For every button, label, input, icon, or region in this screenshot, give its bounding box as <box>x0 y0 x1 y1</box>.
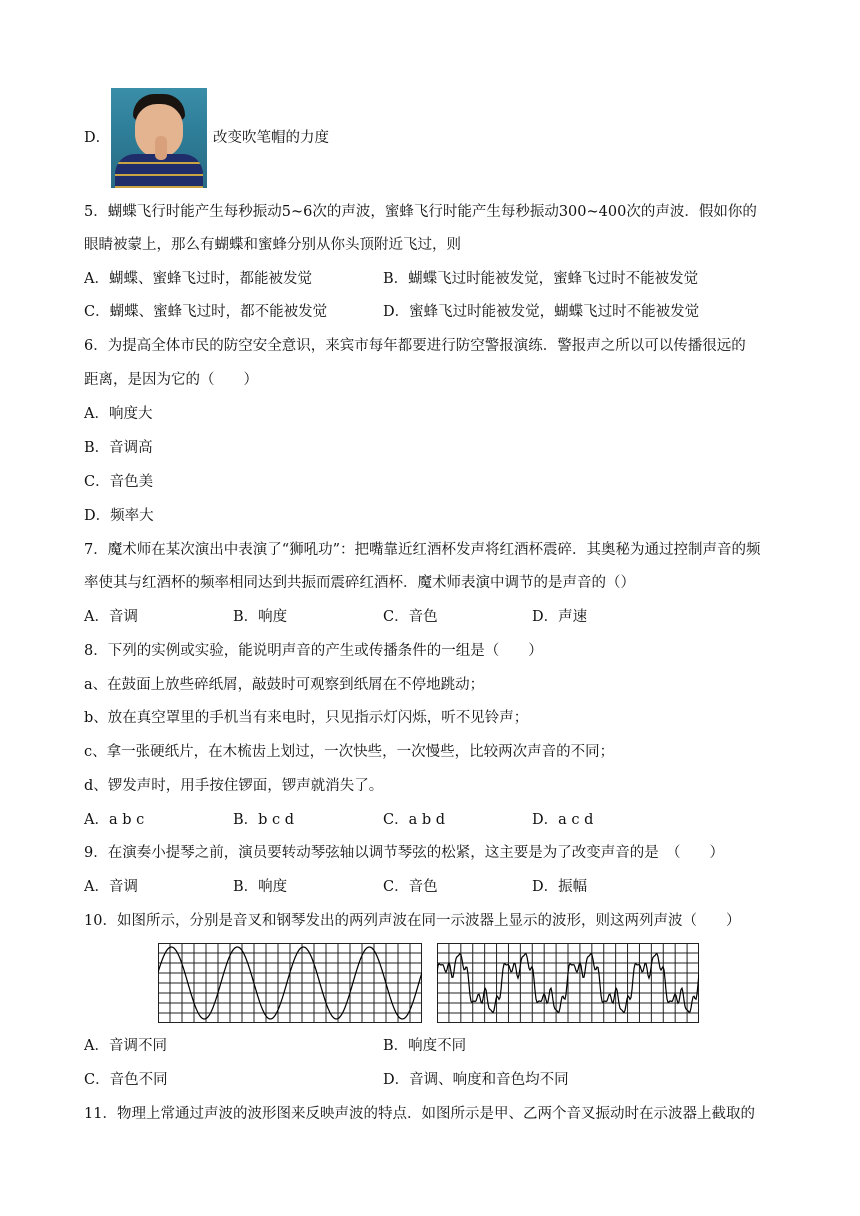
q8-option-c[interactable]: C．a b d <box>383 812 446 828</box>
q7-option-d[interactable]: D．声速 <box>532 609 588 625</box>
piano-complex-waveform <box>437 943 699 1023</box>
q8-item-a: a、在鼓面上放些碎纸屑，敲鼓时可观察到纸屑在不停地跳动； <box>84 677 485 693</box>
q9-option-d[interactable]: D．振幅 <box>532 879 588 895</box>
q8-option-a[interactable]: A．a b c <box>84 812 145 828</box>
q6-stem-line2: 距离，是因为它的（ ） <box>84 372 258 388</box>
q6-stem-line1: 6．为提高全体市民的防空安全意识，来宾市每年都要进行防空警报演练．警报声之所以可以传播很远的 <box>84 338 746 354</box>
q8-item-b: b、放在真空罩里的手机当有来电时，只见指示灯闪烁，听不见铃声； <box>84 710 529 726</box>
q9-option-c[interactable]: C．音色 <box>383 879 438 895</box>
q5-option-a[interactable]: A．蝴蝶、蜜蜂飞过时，都能被发觉 <box>84 271 312 287</box>
q5-stem-line2: 眼睛被蒙上，那么有蝴蝶和蜜蜂分别从你头顶附近飞过，则 <box>84 237 461 253</box>
q10-option-a[interactable]: A．音调不同 <box>84 1038 167 1054</box>
q7-stem-line1: 7．魔术师在某次演出中表演了“狮吼功”：把嘴靠近红酒杯发声将红酒杯震碎．其奥秘为通过控制声音的频 <box>84 542 761 558</box>
q10-option-b[interactable]: B．响度不同 <box>383 1038 467 1054</box>
q5-option-c[interactable]: C．蝴蝶、蜜蜂飞过时，都不能被发觉 <box>84 304 328 320</box>
q6-option-a[interactable]: A．响度大 <box>84 406 153 422</box>
q7-option-c[interactable]: C．音色 <box>383 609 438 625</box>
q11-stem-line1: 11．物理上常通过声波的波形图来反映声波的特点．如图所示是甲、乙两个音叉振动时在示波器上截取的 <box>84 1106 755 1122</box>
q5-option-b[interactable]: B．蝴蝶飞过时能被发觉，蜜蜂飞过时不能被发觉 <box>383 271 699 287</box>
q10-option-d[interactable]: D．音调、响度和音色均不同 <box>383 1072 569 1088</box>
q6-option-d[interactable]: D．频率大 <box>84 508 154 524</box>
q9-stem: 9．在演奏小提琴之前，演员要转动琴弦轴以调节琴弦的松紧，这主要是为了改变声音的是 （ ） <box>84 845 724 861</box>
q8-option-d[interactable]: D．a c d <box>532 812 594 828</box>
q9-option-b[interactable]: B．响度 <box>233 879 288 895</box>
q8-item-d: d、锣发声时，用手按住锣面，锣声就消失了。 <box>84 778 384 794</box>
q8-item-c: c、拿一张硬纸片，在木梳齿上划过，一次快些，一次慢些，比较两次声音的不同； <box>84 744 615 760</box>
q4-option-d-label: D． <box>84 130 111 146</box>
tuning-fork-sine-waveform <box>158 943 422 1023</box>
q9-option-a[interactable]: A．音调 <box>84 879 138 895</box>
q8-stem: 8．下列的实例或实验，能说明声音的产生或传播条件的一组是（ ） <box>84 643 543 659</box>
q10-option-c[interactable]: C．音色不同 <box>84 1072 168 1088</box>
q5-option-d[interactable]: D．蜜蜂飞过时能被发觉，蝴蝶飞过时不能被发觉 <box>383 304 700 320</box>
q10-stem: 10．如图所示，分别是音叉和钢琴发出的两列声波在同一示波器上显示的波形，则这两列声波（ ） <box>84 913 741 929</box>
boy-blowing-pen-cap-photo <box>111 88 207 188</box>
q7-option-a[interactable]: A．音调 <box>84 609 138 625</box>
q7-option-b[interactable]: B．响度 <box>233 609 288 625</box>
q4-option-d-text: 改变吹笔帽的力度 <box>213 130 329 146</box>
q6-option-b[interactable]: B．音调高 <box>84 440 153 456</box>
q5-stem-line1: 5．蝴蝶飞行时能产生每秒振动5~6次的声波，蜜蜂飞行时能产生每秒振动300~400次的声波．假如你的 <box>84 204 757 220</box>
q6-option-c[interactable]: C．音色美 <box>84 474 154 490</box>
q8-option-b[interactable]: B．b c d <box>233 812 295 828</box>
q7-stem-line2: 率使其与红酒杯的频率相同达到共振而震碎红酒杯．魔术师表演中调节的是声音的（） <box>84 575 635 591</box>
